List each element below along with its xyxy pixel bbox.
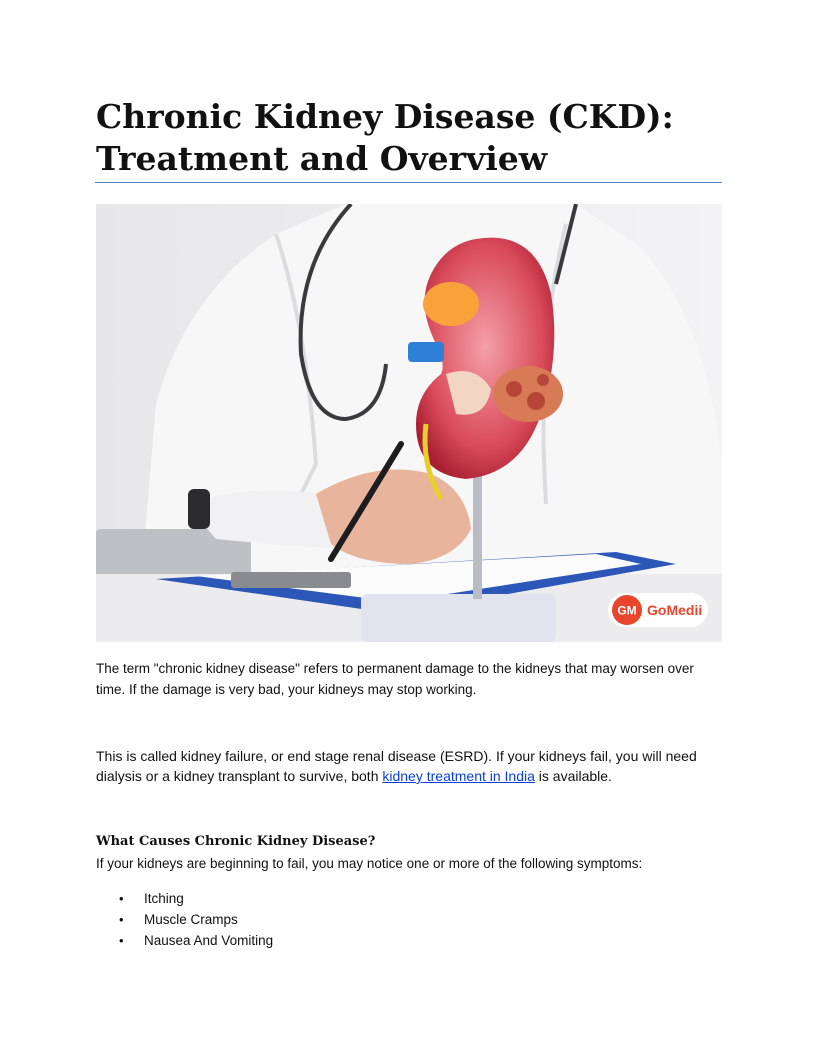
intro-paragraph-2 [96, 746, 726, 786]
list-item [96, 909, 273, 930]
symptom-label: Itching [144, 891, 184, 906]
kidney-cyst [527, 392, 545, 410]
page-title [96, 96, 736, 180]
causes-heading: What Causes Chronic Kidney Disease? [96, 834, 376, 849]
symptom-label: Nausea And Vomiting [144, 933, 274, 948]
symptom-label: Muscle Cramps [144, 912, 238, 927]
clipboard-clip [231, 572, 351, 588]
model-stand-base [361, 594, 556, 642]
gomedii-logo-letters: GM [617, 603, 637, 618]
hero-image [96, 204, 722, 642]
list-item [96, 888, 273, 909]
watch [188, 489, 210, 529]
kidney-cyst-cluster [493, 366, 563, 422]
kidney-cyst [506, 381, 522, 397]
intro-paragraph-1: The term "chronic kidney disease" refers to permanent damage to the kidneys that may worsen over time. If the damage is very bad, your kidneys may stop working. [96, 661, 694, 697]
causes-intro: If your kidneys are beginning to fail, you may notice one or more of the following symptoms: [96, 856, 643, 871]
model-stand-pole [473, 474, 482, 599]
kidney-vessel-blue [408, 342, 444, 362]
gomedii-logo [608, 593, 708, 627]
gomedii-logo-text: GoMedii [647, 602, 703, 618]
bullet-icon: • [119, 933, 124, 948]
list-item [96, 930, 273, 951]
bullet-icon: • [119, 912, 124, 927]
kidney-cortex-yellow [423, 282, 479, 326]
bullet-icon: • [119, 891, 124, 906]
title-underline-rule [95, 182, 722, 183]
intro-paragraph-2-tail: is available. [534, 768, 612, 784]
page-title-line-2: Treatment and Overview [96, 139, 548, 178]
page-title-line-1: Chronic Kidney Disease (CKD): [96, 97, 674, 136]
intro-paragraph-2-text: This is called kidney failure, or end stage renal disease (ESRD). If your kidneys fail, you will need dialysis or a kidney transplant to survive, both [96, 748, 697, 784]
symptom-list [96, 888, 273, 951]
kidney-cyst [537, 374, 549, 386]
kidney-treatment-link[interactable]: kidney treatment in India [382, 768, 535, 784]
